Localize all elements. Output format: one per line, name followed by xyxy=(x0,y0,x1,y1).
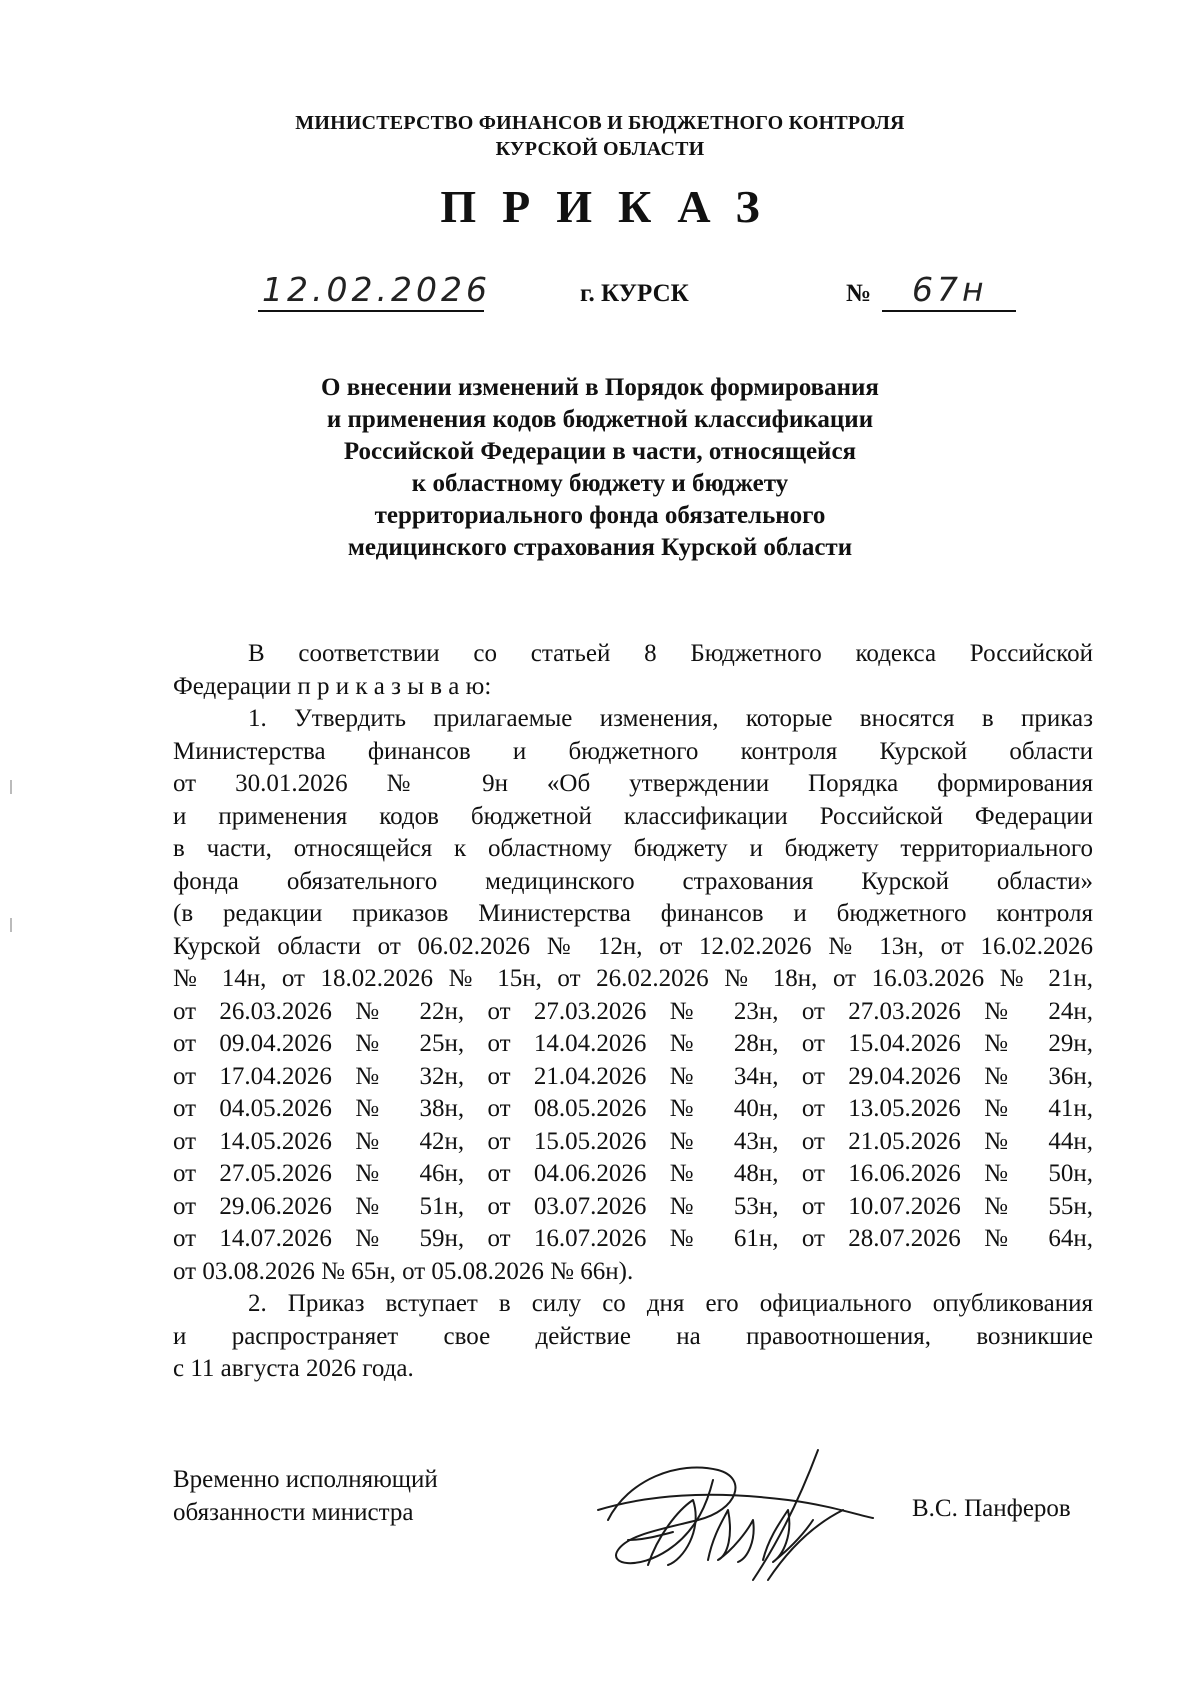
signatory-title-line-2: обязанности министра xyxy=(173,1499,414,1526)
date-underline xyxy=(258,310,484,312)
subject-line: Российской Федерации в части, относящейся xyxy=(343,438,857,465)
body-line: от 09.04.2026 № 25н, от 14.04.2026 № 28н, от 15.04.2026 № 29н, xyxy=(173,1030,1093,1057)
body-line: от 27.05.2026 № 46н, от 04.06.2026 № 48н, от 16.06.2026 № 50н, xyxy=(173,1160,1093,1187)
order-subject xyxy=(0,372,1200,564)
number-sign: № xyxy=(846,280,872,307)
body-line: 1. Утвердить прилагаемые изменения, которые вносятся в приказ xyxy=(248,705,1093,732)
subject-line: и применения кодов бюджетной классификации xyxy=(326,406,874,433)
subject-line: О внесении изменений в Порядок формирования xyxy=(321,374,879,401)
signatory-title-line-1: Временно исполняющий xyxy=(173,1466,438,1493)
body-line: Федерации п р и к а з ы в а ю: xyxy=(173,672,492,700)
ministry-header xyxy=(0,110,1200,162)
body-line: от 04.05.2026 № 38н, от 08.05.2026 № 40н, от 13.05.2026 № 41н, xyxy=(173,1095,1093,1122)
handwritten-signature xyxy=(588,1440,878,1585)
document-type-title: ПРИКАЗ xyxy=(440,181,786,232)
order-body xyxy=(173,638,1093,1386)
body-line: от 26.03.2026 № 22н, от 27.03.2026 № 23н, от 27.03.2026 № 24н, xyxy=(173,997,1093,1025)
body-line: от 03.08.2026 № 65н, от 05.08.2026 № 66н). xyxy=(173,1257,634,1285)
body-line: от 30.01.2026 № 9н «Об утверждении Порядка формирования xyxy=(173,770,1093,797)
body-line: Министерства финансов и бюджетного контроля Курской области xyxy=(173,737,1093,765)
body-line: от 17.04.2026 № 32н, от 21.04.2026 № 34н, от 29.04.2026 № 36н, xyxy=(173,1062,1093,1090)
scan-mark xyxy=(10,918,12,932)
order-number-field xyxy=(846,270,1016,312)
body-line: фонда обязательного медицинского страхования Курской области» xyxy=(173,867,1093,895)
body-line: от 14.05.2026 № 42н, от 15.05.2026 № 43н, от 21.05.2026 № 44н, xyxy=(173,1127,1093,1155)
signatory-name: В.С. Панферов xyxy=(912,1495,1071,1522)
body-line: Курской области от 06.02.2026 № 12н, от 12.02.2026 № 13н, от 16.02.2026 xyxy=(173,932,1093,960)
body-line: с 11 августа 2026 года. xyxy=(173,1355,414,1382)
subject-line: территориального фонда обязательного xyxy=(374,502,826,529)
body-line: и распространяет свое действие на правоотношения, возникшие xyxy=(173,1322,1093,1350)
ministry-line-2: КУРСКОЙ ОБЛАСТИ xyxy=(495,138,705,160)
body-line: (в редакции приказов Министерства финансов и бюджетного контроля xyxy=(173,900,1093,927)
order-number: 67н xyxy=(912,270,988,309)
number-underline xyxy=(882,310,1016,312)
body-line: от 29.06.2026 № 51н, от 03.07.2026 № 53н, от 10.07.2026 № 55н, xyxy=(173,1192,1093,1220)
subject-line: к областному бюджету и бюджету xyxy=(411,470,789,497)
body-line: от 14.07.2026 № 59н, от 16.07.2026 № 61н, от 28.07.2026 № 64н, xyxy=(173,1225,1093,1252)
scan-mark xyxy=(10,780,12,794)
order-date-field xyxy=(258,270,491,312)
order-date: 12.02.2026 xyxy=(262,270,491,309)
ministry-line-1: МИНИСТЕРСТВО ФИНАНСОВ И БЮДЖЕТНОГО КОНТРОЛЯ xyxy=(295,112,905,134)
body-line: и применения кодов бюджетной классификации Российской Федерации xyxy=(173,802,1093,830)
body-line: 2. Приказ вступает в силу со дня его официального опубликования xyxy=(248,1290,1093,1317)
signatory-title xyxy=(173,1463,438,1529)
body-line: В соответствии со статьей 8 Бюджетного кодекса Российской xyxy=(248,640,1093,667)
city-label: г. КУРСК xyxy=(580,280,689,307)
subject-line: медицинского страхования Курской области xyxy=(347,534,853,561)
body-line: в части, относящейся к областному бюджету и бюджету территориального xyxy=(173,835,1093,862)
body-line: № 14н, от 18.02.2026 № 15н, от 26.02.2026 № 18н, от 16.03.2026 № 21н, xyxy=(173,965,1093,992)
